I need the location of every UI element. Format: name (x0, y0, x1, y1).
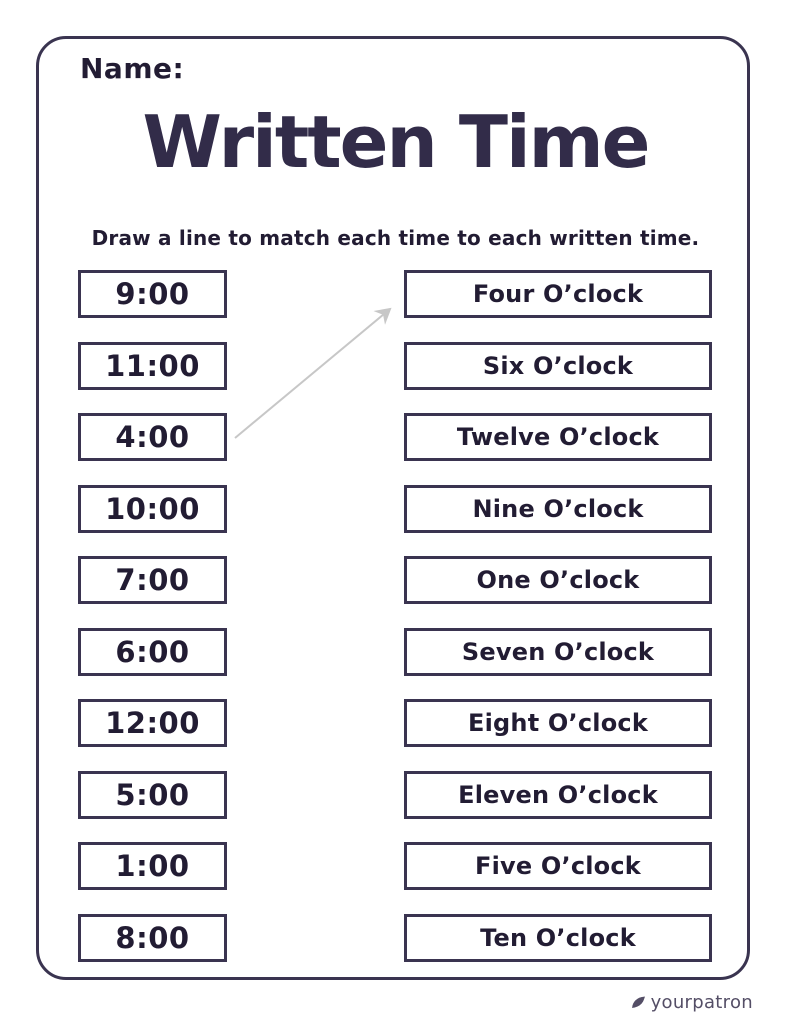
brand-logo (631, 992, 753, 1013)
brand-name: yourpatron (650, 992, 753, 1013)
written-time-box[interactable] (404, 914, 712, 962)
time-box[interactable] (78, 342, 227, 390)
time-label: 6:00 (115, 634, 190, 669)
time-box[interactable] (78, 628, 227, 676)
time-label: 12:00 (105, 706, 200, 740)
time-label: 9:00 (115, 277, 190, 311)
time-label: 4:00 (115, 420, 190, 454)
match-row (0, 413, 791, 461)
time-box[interactable] (78, 842, 227, 890)
written-time-box[interactable] (404, 270, 712, 318)
time-box[interactable] (78, 914, 227, 962)
written-time-box[interactable] (404, 485, 712, 533)
written-time-label: Nine O’clock (472, 494, 644, 523)
written-time-label: Seven O’clock (461, 637, 655, 666)
written-time-box[interactable] (404, 413, 712, 461)
match-row (0, 842, 791, 890)
written-time-label: One O’clock (476, 566, 640, 594)
written-time-box[interactable] (404, 628, 712, 676)
time-label: 10:00 (105, 491, 200, 526)
time-label: 1:00 (115, 849, 190, 883)
match-row (0, 556, 791, 604)
match-row (0, 485, 791, 533)
time-label: 5:00 (115, 777, 190, 812)
match-row (0, 914, 791, 962)
written-time-box[interactable] (404, 842, 712, 890)
time-box[interactable] (78, 485, 227, 533)
written-time-box[interactable] (404, 556, 712, 604)
match-row (0, 342, 791, 390)
time-label: 7:00 (115, 563, 190, 597)
matching-rows (0, 270, 791, 962)
name-label: Name: (80, 52, 185, 85)
time-label: 11:00 (105, 348, 200, 383)
written-time-box[interactable] (404, 699, 712, 747)
page-title: Written Time (142, 100, 649, 184)
leaf-icon (631, 995, 646, 1010)
time-label: 8:00 (115, 920, 190, 955)
time-box[interactable] (78, 699, 227, 747)
match-row (0, 628, 791, 676)
instruction-text: Draw a line to match each time to each written time. (91, 226, 700, 250)
written-time-box[interactable] (404, 342, 712, 390)
time-box[interactable] (78, 270, 227, 318)
match-row (0, 699, 791, 747)
written-time-label: Eleven O’clock (458, 780, 658, 809)
time-box[interactable] (78, 413, 227, 461)
match-row (0, 270, 791, 318)
written-time-label: Eight O’clock (468, 709, 648, 737)
written-time-label: Five O’clock (475, 852, 641, 880)
written-time-label: Twelve O’clock (456, 423, 660, 451)
written-time-label: Six O’clock (482, 351, 634, 380)
time-box[interactable] (78, 771, 227, 819)
match-row (0, 771, 791, 819)
written-time-box[interactable] (404, 771, 712, 819)
time-box[interactable] (78, 556, 227, 604)
written-time-label: Four O’clock (472, 280, 644, 308)
written-time-label: Ten O’clock (480, 923, 636, 952)
